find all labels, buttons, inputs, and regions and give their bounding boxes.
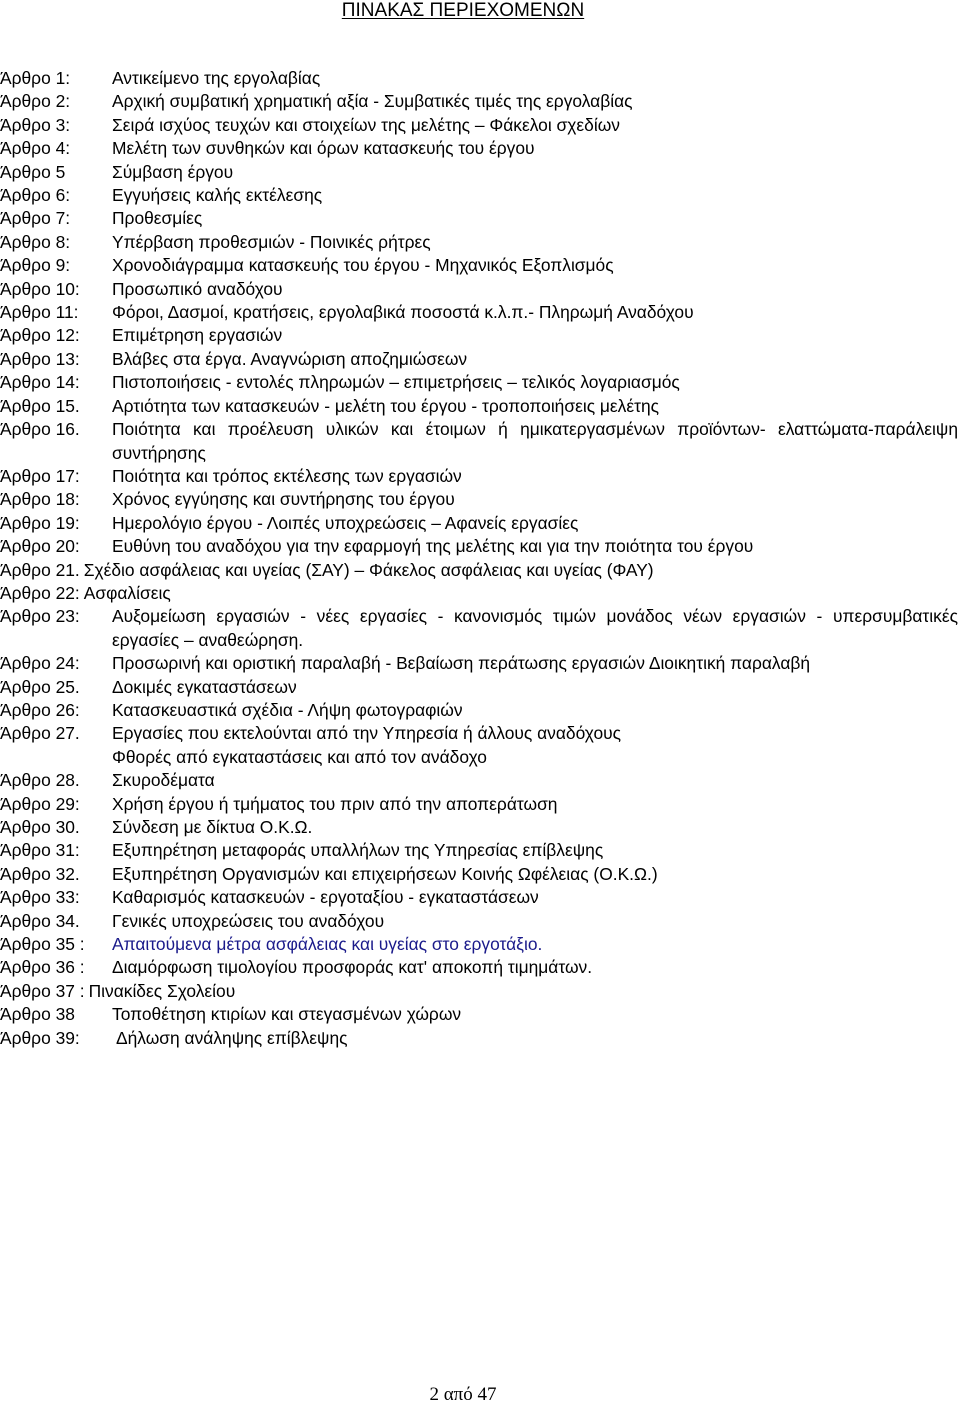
entry-text: Ημερολόγιο έργου - Λοιπές υποχρεώσεις – Αφανείς εργασίες (112, 512, 579, 533)
entry-label: Άρθρο 36 : (0, 957, 85, 978)
toc-entry-39 (0, 1027, 958, 1050)
entry-text: Εργασίες που εκτελούνται από την Υπηρεσία ή άλλους αναδόχους (112, 723, 622, 744)
entry-text: Προσωπικό αναδόχου (112, 278, 283, 299)
toc-entry-9 (0, 254, 958, 277)
entry-label: Άρθρο 10: (0, 278, 80, 299)
entry-label: Άρθρο 19: (0, 512, 80, 533)
entry-text: Γενικές υποχρεώσεις του αναδόχου (112, 910, 385, 931)
entry-label: Άρθρο 35 : (0, 934, 85, 955)
toc-entry-35 (0, 933, 958, 956)
entry-label: Άρθρο 31: (0, 840, 80, 861)
entry-text: Βλάβες στα έργα. Αναγνώριση αποζημιώσεων (112, 348, 468, 369)
toc-entry-25 (0, 676, 958, 699)
entry-text: Πινακίδες Σχολείου (88, 980, 236, 1001)
page-number: 2 από 47 (429, 1384, 497, 1405)
entry-text: Σχέδιο ασφάλειας και υγείας (ΣΑΥ) – Φάκελος ασφάλειας και υγείας (ΦΑΥ) (83, 559, 654, 580)
toc-entry-27 (0, 722, 958, 745)
toc-entry-19 (0, 512, 958, 535)
toc-entry-24 (0, 652, 958, 675)
entry-text: Χρήση έργου ή τμήματος του πριν από την αποπεράτωση (112, 793, 558, 814)
entry-label: Άρθρο 8: (0, 231, 71, 252)
entry-label: Άρθρο 16. (0, 419, 80, 440)
entry-text: Εξυπηρέτηση μεταφοράς υπαλλήλων της Υπηρεσίας επίβλεψης (112, 840, 604, 861)
toc-entry-22 (0, 582, 958, 605)
entry-label: Άρθρο 6: (0, 185, 71, 206)
entry-text: Δοκιμές εγκαταστάσεων (112, 676, 297, 697)
entry-text: Ευθύνη του αναδόχου για την εφαρμογή της μελέτης και για την ποιότητα του έργου (112, 536, 754, 557)
entry-text: Αντικείμενο της εργολαβίας (112, 68, 321, 88)
toc-entry-15 (0, 395, 958, 418)
toc-entry-29 (0, 793, 958, 816)
entry-label: Άρθρο 25. (0, 676, 80, 697)
entry-label: Άρθρο 12: (0, 325, 80, 346)
entry-text: Σύμβαση έργου (112, 161, 234, 182)
entry-text: Απαιτούμενα μέτρα ασφάλειας και υγείας στο εργοτάξιο. (112, 934, 543, 955)
toc-entry-13 (0, 348, 958, 371)
toc-entry-23 (0, 605, 958, 652)
entry-text: Ποιότητα και προέλευση υλικών και έτοιμων ή ημικατεργασμένων προϊόντων- ελαττώματα-παράλειψη συντήρησης (112, 419, 958, 463)
toc-entry-34 (0, 910, 958, 933)
toc-entry-14 (0, 371, 958, 394)
toc-entry-38 (0, 1003, 958, 1026)
entry-label: Άρθρο 22: (0, 582, 80, 603)
entry-label: Άρθρο 29: (0, 793, 80, 814)
entry-label: Άρθρο 24: (0, 653, 80, 674)
toc-entry-32 (0, 863, 958, 886)
entry-label: Άρθρο 20: (0, 536, 80, 557)
toc-entry-8 (0, 231, 958, 254)
entry-label: Άρθρο 17: (0, 465, 80, 486)
entry-text: Χρόνος εγγύησης και συντήρησης του έργου (112, 489, 455, 510)
entry-label: Άρθρο 14: (0, 372, 80, 393)
entry-label: Άρθρο 15. (0, 395, 80, 416)
toc-entry-26 (0, 699, 958, 722)
entry-label: Άρθρο 26: (0, 699, 80, 720)
toc-entry-21 (0, 559, 958, 582)
entry-text: Αρτιότητα των κατασκευών - μελέτη του έργου - τροποποιήσεις μελέτης (112, 395, 660, 416)
entry-text: Προθεσμίες (112, 208, 203, 229)
entry-label: Άρθρο 1: (0, 68, 71, 88)
entry-text: Καθαρισμός κατασκευών - εργοταξίου - εγκαταστάσεων (112, 887, 539, 908)
toc-entry-5 (0, 161, 958, 184)
toc-entry-18 (0, 488, 958, 511)
entry-label: Άρθρο 28. (0, 770, 80, 791)
toc-entry-33 (0, 886, 958, 909)
entry-text: Τοποθέτηση κτιρίων και στεγασμένων χώρων (112, 1004, 462, 1025)
entry-text: Ασφαλίσεις (83, 582, 171, 603)
entry-label: Άρθρο 27. (0, 723, 80, 744)
entry-label: Άρθρο 30. (0, 817, 80, 837)
entry-label: Άρθρο 2: (0, 91, 71, 112)
entry-label: Άρθρο 23: (0, 606, 80, 627)
toc-entry-30 (0, 816, 958, 839)
entry-label: Άρθρο 11: (0, 302, 79, 323)
entry-label: Άρθρο 9: (0, 255, 71, 276)
toc-entry-20 (0, 535, 958, 558)
entry-text: Αυξομείωση εργασιών - νέες εργασίες - κανονισμός τιμών μονάδος νέων εργασιών - υπερσυμβατικές εργασίες – αναθεώρηση. (112, 606, 958, 650)
entry-text: Φόροι, Δασμοί, κρατήσεις, εργολαβικά ποσοστά κ.λ.π.- Πληρωμή Αναδόχου (112, 302, 694, 323)
toc-entry-37 (0, 980, 958, 1003)
entry-label: Άρθρο 13: (0, 348, 80, 369)
entry-label: Άρθρο 37 : (0, 980, 85, 1001)
toc-entry-28 (0, 769, 958, 792)
entry-text: Σκυροδέματα (112, 770, 215, 791)
entry-label: Άρθρο 34. (0, 910, 80, 931)
toc-entry-3 (0, 114, 958, 137)
entry-text: Σύνδεση με δίκτυα Ο.Κ.Ω. (112, 817, 313, 837)
toc-entry-12 (0, 324, 958, 347)
entry-label: Άρθρο 7: (0, 208, 71, 229)
toc-entry-16 (0, 418, 958, 465)
entry-text: Προσωρινή και οριστική παραλαβή - Βεβαίωση περάτωσης εργασιών Διοικητική παραλαβή (112, 653, 811, 674)
entry-label: Άρθρο 39: (0, 1027, 80, 1048)
toc-entry-31 (0, 839, 958, 862)
toc-entry-27-continuation: Φθορές από εγκαταστάσεις και από τον ανάδοχο (112, 746, 487, 767)
entry-text: Χρονοδιάγραμμα κατασκευής του έργου - Μηχανικός Εξοπλισμός (112, 255, 614, 276)
toc-entry-36 (0, 956, 958, 979)
entry-text: Εξυπηρέτηση Οργανισμών και επιχειρήσεων Κοινής Ωφέλειας (Ο.Κ.Ω.) (112, 863, 658, 884)
entry-text: Αρχική συμβατική χρηματική αξία - Συμβατικές τιμές της εργολαβίας (112, 91, 633, 112)
toc-entry-1 (0, 67, 958, 90)
entry-label: Άρθρο 32. (0, 863, 80, 884)
toc-entry-10 (0, 278, 958, 301)
entry-label: Άρθρο 3: (0, 114, 71, 135)
entry-text: Επιμέτρηση εργασιών (112, 325, 283, 346)
entry-text: Υπέρβαση προθεσμιών - Ποινικές ρήτρες (112, 231, 431, 252)
entry-text: Σειρά ισχύος τευχών και στοιχείων της μελέτης – Φάκελοι σχεδίων (112, 114, 620, 135)
toc-entry-11 (0, 301, 958, 324)
entry-text: Δήλωση ανάληψης επίβλεψης (116, 1027, 348, 1048)
entry-text: Εγγυήσεις καλής εκτέλεσης (112, 185, 323, 206)
toc-entry-2 (0, 90, 958, 113)
page-title: ΠΙΝΑΚΑΣ ΠΕΡΙΕΧΟΜΕΝΩΝ (341, 0, 585, 21)
toc-entry-17 (0, 465, 958, 488)
entry-text: Ποιότητα και τρόπος εκτέλεσης των εργασιών (112, 465, 462, 486)
entry-label: Άρθρο 38 (0, 1004, 75, 1025)
entry-text: Διαμόρφωση τιμολογίου προσφοράς κατ' αποκοπή τιμημάτων. (112, 957, 593, 978)
entry-label: Άρθρο 33: (0, 887, 80, 908)
entry-text: Πιστοποιήσεις - εντολές πληρωμών – επιμετρήσεις – τελικός λογαριασμός (112, 372, 680, 393)
entry-label: Άρθρο 4: (0, 138, 71, 159)
table-of-contents (0, 67, 958, 1050)
entry-text: Κατασκευαστικά σχέδια - Λήψη φωτογραφιών (112, 699, 463, 720)
entry-label: Άρθρο 5 (0, 161, 66, 182)
toc-entry-7 (0, 207, 958, 230)
toc-entry-4 (0, 137, 958, 160)
toc-entry-6 (0, 184, 958, 207)
entry-text: Μελέτη των συνθηκών και όρων κατασκευής του έργου (112, 138, 535, 159)
entry-label: Άρθρο 21. (0, 559, 80, 580)
entry-label: Άρθρο 18: (0, 489, 80, 510)
